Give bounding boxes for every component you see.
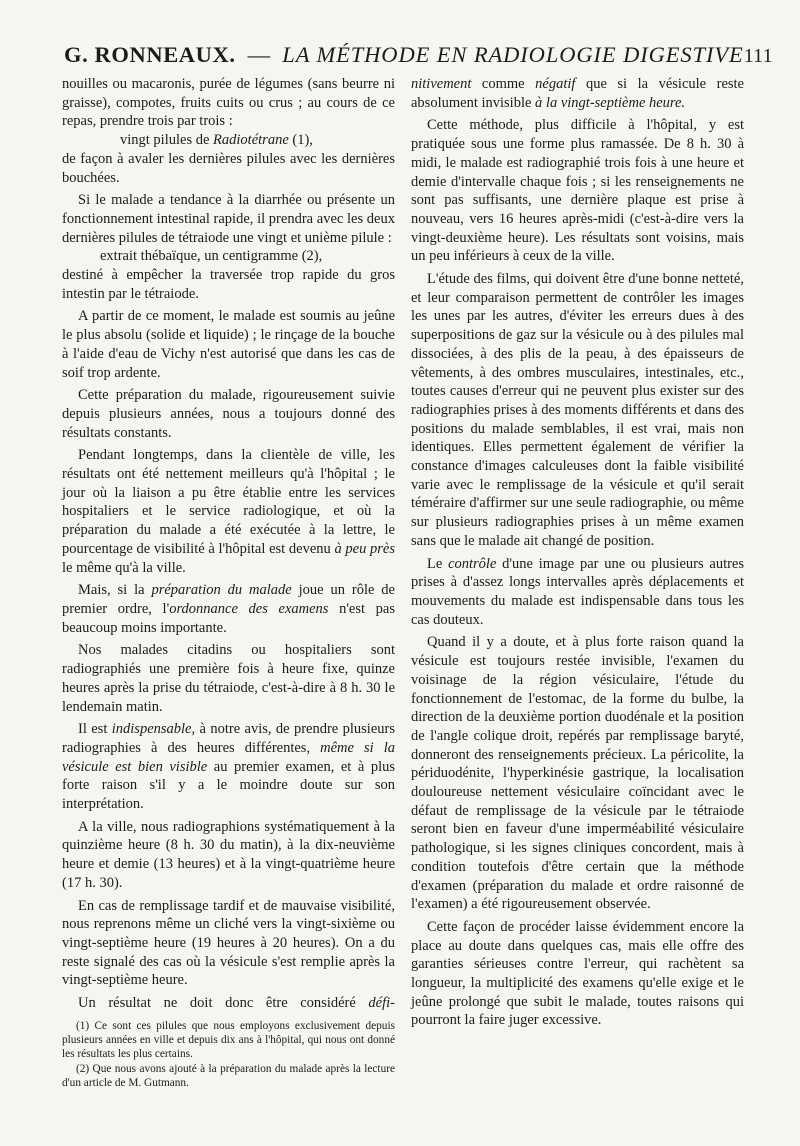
text-run: Il est (78, 721, 112, 738)
emphasis-run: même si la vésicule est bien visible (62, 739, 395, 775)
text-run: n'est pas beaucoup moins importante. (62, 600, 395, 636)
text-run: Pendant longtemps, dans la clientèle de ville, les résultats ont été nettement meilleurs qu'à l'hôpital ; le jour où la liaison a pu être établie entre les services hospitaliers et le service radiologique, et où la préparation du malade a été exécutée à la lettre, le pourcentage de visibilité à l'hôpital est devenu (62, 447, 395, 557)
text-run: Mais, si la (78, 582, 152, 599)
text-run: que si la vésicule reste absolument invisible (411, 76, 744, 111)
running-header (64, 42, 773, 68)
text-run: , à notre avis, de prendre plusieurs radiographies à des heures différentes, (62, 721, 395, 756)
text-run: le même qu'à la ville. (62, 559, 186, 576)
footnotes (62, 1019, 395, 1090)
right-paragraph-1: Cette méthode, plus difficile à l'hôpital, y est pratiquée sous une forme plus ramassée. De 8 h. 30 à midi, le malade est radiographié trois fois à une heure et demie d'intervalle chaque fois ; si les renseignements ne sont pas suffisants, une dernière plaque est prise à nouveau, vers 16 heures après-midi (c'est-à-dire vers la vingt-deuxième heure). Les résultats sont voisins, mais un peu inférieurs à ceux de la ville. (411, 117, 744, 265)
right-paragraph-3 (411, 555, 744, 630)
left-paragraph-8 (62, 446, 395, 577)
left-paragraph-6: A partir de ce moment, le malade est soumis au jeûne le plus absolu (solide et liquide) ; le rinçage de la bouche à l'aide d'eau de Vichy n'est autorisé que dans les cas de soif trop ardente. (62, 308, 395, 381)
text-run: Un résultat ne doit donc être considéré (78, 995, 369, 1012)
emphasis-run: à peu près (334, 540, 395, 557)
emphasis-run: Radiotétrane (213, 132, 289, 149)
emphasis-run: indispensable (111, 721, 192, 738)
text-run: comme (471, 76, 536, 92)
emphasis-run: ordonnance des examens (169, 600, 329, 617)
page-number: 111 (743, 45, 773, 67)
emphasis-run: à la vingt-septième heure. (535, 94, 686, 111)
left-paragraph-0: nouilles ou macaronis, purée de légumes (sans beurre ni graisse), compotes, fruits cuits ou crus ; au cours de ce repas, prendre trois par trois : (62, 76, 395, 130)
left-prescription-line-2: extrait thébaïque, un centigramme (2), (100, 248, 323, 265)
header-dash: — (247, 42, 271, 67)
left-paragraph-10: Nos malades citadins ou hospitaliers sont radiographiés une première fois à heure fixe, quinze heures après la prise du tétraiode, c'est-à-dire à 8 h. 30 le lendemain matin. (62, 642, 395, 715)
text-run: au premier examen, et à plus forte raison s'il y a le moindre doute sur son interprétation. (62, 758, 395, 813)
footnote-1: (1) Ce sont ces pilules que nous employons exclusivement depuis plusieurs années en ville et depuis dix ans à l'hôpital, qui nous ont donné les résultats les plus certains. (62, 1019, 395, 1060)
left-column (62, 75, 395, 1090)
text-run: d'une image par une ou plusieurs autres prises à d'assez longs intervalles après déplacements et mouvements du malade est indispensable dans tous les cas douteux. (411, 555, 745, 628)
emphasis-run: préparation du malade (151, 582, 292, 599)
right-paragraph-2: L'étude des films, qui doivent être d'une bonne netteté, et leur comparaison permettent de contrôler les images les unes par les autres, d'éviter les erreurs dues à des superpositions de gaz sur la vésicule ou à des pilules mal dissociées, à des plis de la peau, à des épaisseurs de vêtements, à des ombres musculaires, intestinales, etc., toutes causes d'erreur qui ne peuvent plus exister sur des radiographies prises à des moments différents et dans des positions du malade semblables, il est vrai, mais non identiques. Elles permettent également de vérifier la constance d'images calculeuses dont la faible visibilité varie avec le remplissage de la vésicule et qu'il serait téméraire d'affirmer sur une seule radiographie, ou même sur plusieurs radiographies prises à un même examen sans que le malade ait changé de position. (411, 271, 744, 549)
left-paragraph-7: Cette préparation du malade, rigoureusement suivie depuis plusieurs années, nous a toujours donné des résultats constants. (62, 387, 395, 441)
text-run: Le (427, 555, 449, 572)
text-run: joue un rôle de premier ordre, l' (62, 582, 395, 617)
left-paragraph-5: destiné à empêcher la traversée trop rapide du gros intestin par le tétraiode. (62, 267, 395, 302)
right-column (411, 75, 744, 1030)
header-author: G. RONNEAUX. (64, 42, 236, 67)
emphasis-run: défi- (368, 995, 395, 1012)
left-paragraph-3: Si le malade a tendance à la diarrhée ou présente un fonctionnement intestinal rapide, il prendra avec les deux dernières pilules de tétraiode une vingt et unième pilule : (62, 192, 395, 246)
right-paragraph-0 (411, 75, 744, 112)
right-paragraph-4: Quand il y a doute, et à plus forte raison quand la vésicule est toujours restée invisible, l'examen du voisinage de la région vésiculaire, l'étude du fonctionnement de l'estomac, de la forme du bulbe, la direction de la deuxième portion duodénale et la position de l'angle colique droit, repérés par remplissage baryté, donneront des renseignements précieux. La péricolite, la périduodénite, l'hyperkinésie gastrique, la localisation douloureuse nettement vésiculaire coïncidant avec le défaut de remplissage de la vésicule par le tétraiode seront bien en faveur d'une imperméabilité vésiculaire pathologique, si les signes cliniques concordent, mais à condition toutefois d'être certain que la méthode d'examen (préparation du malade et ordre raisonné de l'examen) a été rigoureusement observée. (411, 634, 744, 913)
left-paragraph-13: En cas de remplissage tardif et de mauvaise visibilité, nous reprenons même un cliché vers la vingt-sixième ou vingt-septième heure (19 heures à 20 heures). On a du reste signalé des cas où la vésicule s'est remplie après la vingt-septième heure. (62, 897, 395, 989)
left-paragraph-12: A la ville, nous radiographions systématiquement à la quinzième heure (8 h. 30 du matin), à la dix-neuvième heure et demie (13 heures) et à la vingt-quatrième heure (17 h. 30). (62, 818, 395, 891)
footnote-2: (2) Que nous avons ajouté à la préparation du malade après la lecture d'un article de M. Gutmann. (62, 1062, 395, 1089)
header-title: LA MÉTHODE EN RADIOLOGIE DIGESTIVE (282, 42, 744, 67)
left-paragraph-9 (62, 581, 395, 637)
left-prescription-line-1: vingt pilules de Radiotétrane (1), (120, 132, 313, 149)
left-paragraph-11 (62, 720, 395, 814)
emphasis-run: négatif (535, 76, 576, 92)
left-paragraph-14 (62, 994, 395, 1013)
right-paragraph-5: Cette façon de procéder laisse évidemment encore la place au doute dans quelques cas, mais elle offre des garanties sérieuses contre l'erreur, qui rachètent sa longueur, la multiplicité des examens qu'elle exige et le jeûne prolongé que subit le malade, toutes raisons qui pourront la faire juger excessive. (411, 918, 744, 1029)
emphasis-run: contrôle (448, 555, 497, 572)
left-paragraph-2: de façon à avaler les dernières pilules avec les dernières bouchées. (62, 150, 395, 186)
emphasis-run: nitivement (411, 76, 472, 92)
